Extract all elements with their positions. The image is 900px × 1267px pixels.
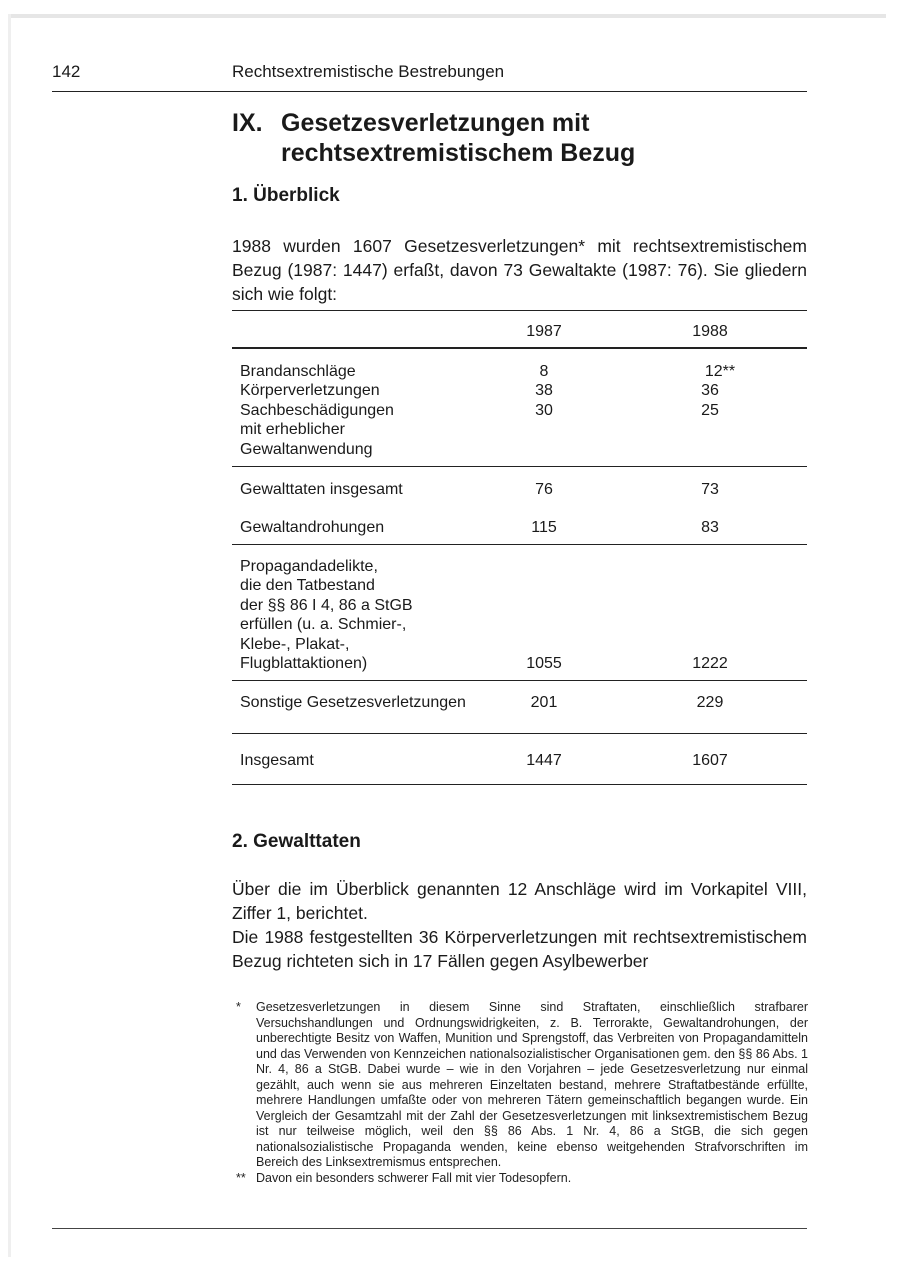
- footnote-marker: **: [236, 1170, 246, 1185]
- chapter-number: IX.: [232, 109, 263, 137]
- row-label: erfüllen (u. a. Schmier-,: [240, 616, 407, 633]
- table-rule: [232, 680, 807, 681]
- row-value-1988: 229: [696, 694, 724, 711]
- table-rule: [232, 466, 807, 467]
- table-rule: [232, 544, 807, 545]
- row-value-1988: 73: [701, 481, 719, 498]
- row-label: die den Tatbestand: [240, 577, 375, 594]
- footnote-2: [236, 1171, 808, 1187]
- table-rule: [232, 733, 807, 734]
- page-number: 142: [52, 62, 81, 81]
- footnote-1: [236, 1000, 808, 1171]
- row-label: der §§ 86 I 4, 86 a StGB: [240, 597, 413, 614]
- row-value-1987: 1055: [526, 655, 562, 672]
- row-value-1988: 1607: [692, 752, 728, 769]
- row-value-1987: 115: [531, 519, 557, 536]
- section-heading-violence: 2. Gewalttaten: [232, 831, 361, 852]
- row-value-1987: 8: [539, 363, 549, 380]
- overview-paragraph: [232, 234, 807, 306]
- row-label: Brandanschläge: [240, 363, 356, 380]
- violence-paragraph: [232, 877, 807, 973]
- row-value-1988: 83: [701, 519, 719, 536]
- footnotes: [236, 1000, 808, 1186]
- row-label: Sachbeschädigungen: [240, 402, 394, 419]
- header-rule: [52, 91, 807, 92]
- row-label-threats: Gewaltandrohungen: [240, 519, 385, 536]
- overview-paragraph-text: 1988 wurden 1607 Gesetzesverletzungen* mit rechtsextremistischem Bezug (1987: 1447) erfaßt, davon 73 Gewaltakte (1987: 76). Sie gliedern sich wie folgt:: [232, 236, 807, 304]
- table-header-rule: [232, 347, 807, 349]
- row-label: Propagandadelikte,: [240, 558, 378, 575]
- row-label-total: Insgesamt: [240, 752, 314, 769]
- scan-edge-top: [8, 14, 886, 18]
- row-value-1988: 12**: [704, 363, 736, 380]
- row-value-1987: 38: [535, 382, 553, 399]
- running-title: Rechtsextremistische Bestrebungen: [232, 62, 505, 81]
- chapter-title-line2: rechtsextremistischem Bezug: [281, 139, 636, 167]
- row-value-1988: 25: [701, 402, 719, 419]
- column-header-1987: 1987: [526, 323, 562, 340]
- row-value-1988: 36: [701, 382, 719, 399]
- footnote-text: Gesetzesverletzungen in diesem Sinne sind Straftaten, einschließlich strafbarer Versuchshandlungen und Ordnungswidrigkeiten, z. B. Terrorakte, Gewaltandrohungen, der unberechtigte Besitz von Waffen, Munition und Sprengstoff, das Verbreiten von Propagandamitteln und das Verwenden von Kennzeichen nationalsozialistischer Organisationen gem. den §§ 86 Abs. 1 Nr. 4, 86 a StGB. Dabei wurde – wie in den Vorjahren – jede Gesetzesverletzung nur einmal gezählt, auch wenn sie aus mehreren Einzeltaten bestand, mehrere Straftatbestände erfüllte, mehrere Handlungen umfaßte oder von mehreren Tätern gemeinschaftlich begangen wurde. Ein Vergleich der Gesamtzahl mit der Zahl der Gesetzesverletzungen mit linksextremistischem Bezug ist nur teilweise möglich, weil den §§ 86 Abs. 1 Nr. 4, 86 a StGB, die sich gegen nationalsozialistische Propaganda wenden, keine ebenso weitgehenden Strafvorschriften im Bereich des Linksextremismus entsprechen.: [256, 1000, 808, 1169]
- row-label-other: Sonstige Gesetzesverletzungen: [240, 694, 466, 711]
- row-label: Körperverletzungen: [240, 382, 380, 399]
- column-header-1988: 1988: [692, 323, 728, 340]
- row-value-1987: 30: [535, 402, 553, 419]
- table-top-rule: [232, 310, 807, 311]
- row-value-1987: 76: [535, 481, 553, 498]
- row-value-1988: 1222: [692, 655, 728, 672]
- footnote-text: Davon ein besonders schwerer Fall mit vier Todesopfern.: [256, 1170, 572, 1185]
- row-label: Flugblattaktionen): [240, 655, 368, 672]
- row-label-violent-total: Gewalttaten insgesamt: [240, 481, 403, 498]
- chapter-title-line1: Gesetzesverletzungen mit: [281, 109, 590, 137]
- footnote-marker: *: [236, 1000, 241, 1014]
- bottom-rule: [52, 1228, 807, 1229]
- row-value-1987: 201: [530, 694, 558, 711]
- violence-paragraph-1: Über die im Überblick genannten 12 Anschläge wird im Vorkapitel VIII, Ziffer 1, berichtet.: [232, 879, 807, 923]
- section-heading-overview: 1. Überblick: [232, 185, 340, 206]
- scan-edge-left: [8, 14, 11, 1257]
- row-label: Gewaltanwendung: [240, 441, 373, 458]
- violence-paragraph-2: Die 1988 festgestellten 36 Körperverletzungen mit rechtsextremistischem Bezug richteten sich in 17 Fällen gegen Asylbewerber: [232, 927, 807, 971]
- table-bottom-rule: [232, 784, 807, 785]
- row-value-1987: 1447: [526, 752, 562, 769]
- row-label: Klebe-, Plakat-,: [240, 636, 350, 653]
- row-label: mit erheblicher: [240, 421, 345, 438]
